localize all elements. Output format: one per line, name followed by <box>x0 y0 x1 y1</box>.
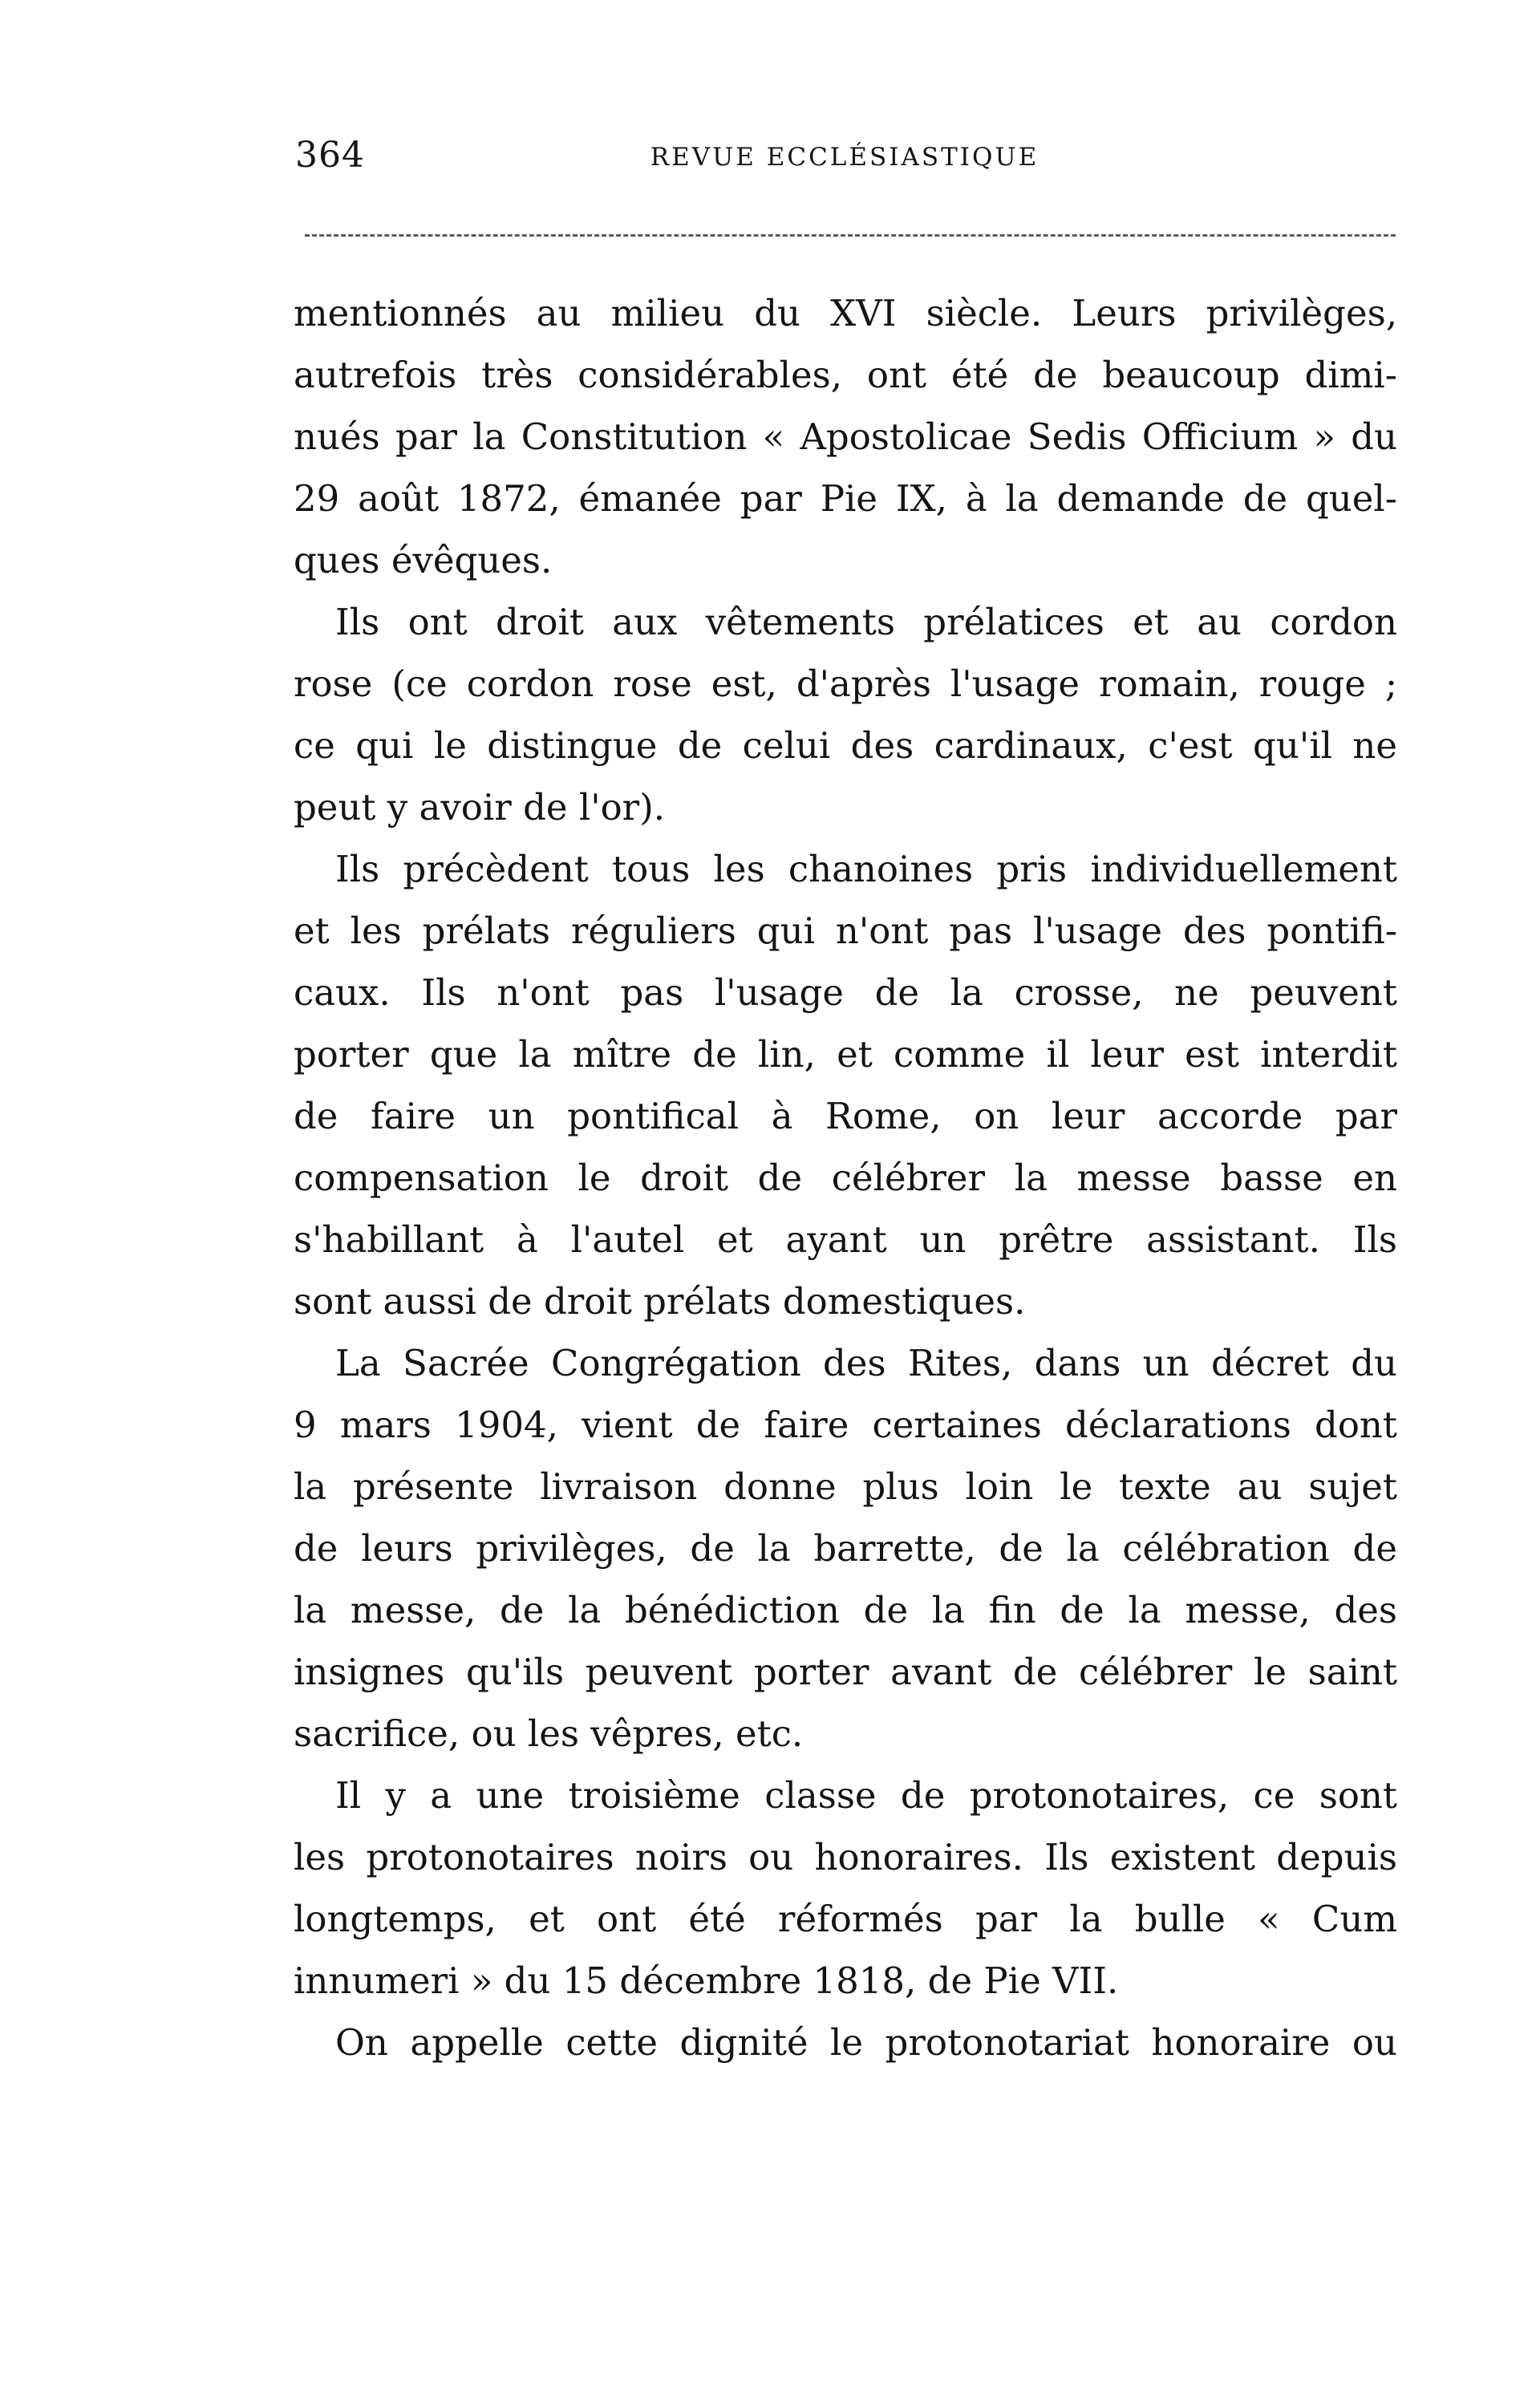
text-line: Ils ont droit aux vêtements prélatices et au cordon <box>335 601 1397 643</box>
text-line: s'habillant à l'autel et ayant un prêtre assistant. Ils <box>294 1218 1397 1261</box>
text-line: de faire un pontifical à Rome, on leur accorde par <box>294 1095 1397 1137</box>
text-line: mentionnés au milieu du XVI siècle. Leurs privilèges, <box>294 292 1397 334</box>
text-line: 29 août 1872, émanée par Pie IX, à la demande de quel- <box>294 477 1397 520</box>
text-line: les protonotaires noirs ou honoraires. Ils existent depuis <box>294 1836 1397 1878</box>
text-line: Il y a une troisième classe de protonotaires, ce sont <box>335 1774 1397 1817</box>
text-line: compensation le droit de célébrer la messe basse en <box>294 1157 1397 1199</box>
running-head <box>295 135 1394 191</box>
text-line: 9 mars 1904, vient de faire certaines déclarations dont <box>294 1404 1397 1446</box>
text-line: porter que la mître de lin, et comme il leur est interdit <box>294 1033 1397 1076</box>
header-rule <box>305 234 1396 237</box>
text-line: On appelle cette dignité le protonotariat honoraire ou <box>335 2021 1397 2064</box>
text-line: la présente livraison donne plus loin le texte au sujet <box>294 1465 1397 1508</box>
text-line: sont aussi de droit prélats domestiques. <box>294 1280 1026 1323</box>
text-line: peut y avoir de l'or). <box>294 786 666 829</box>
text-line: la messe, de la bénédiction de la fin de la messe, des <box>294 1589 1397 1631</box>
page-number: 364 <box>295 135 365 176</box>
text-line: de leurs privilèges, de la barrette, de la célébration de <box>294 1527 1397 1570</box>
text-line: Ils précèdent tous les chanoines pris individuellement <box>335 848 1397 890</box>
text-line: longtemps, et ont été réformés par la bulle « Cum <box>294 1898 1397 1940</box>
body-text <box>294 282 1397 2073</box>
journal-title: REVUE ECCLÉSIASTIQUE <box>650 143 1040 172</box>
text-line: rose (ce cordon rose est, d'après l'usage romain, rouge ; <box>294 663 1397 705</box>
text-line: caux. Ils n'ont pas l'usage de la crosse, ne peuvent <box>294 971 1397 1014</box>
text-line: autrefois très considérables, ont été de beaucoup dimi- <box>294 354 1397 396</box>
text-line: sacrifice, ou les vêpres, etc. <box>294 1712 804 1755</box>
text-line: ce qui le distingue de celui des cardinaux, c'est qu'il ne <box>294 724 1397 767</box>
text-line: et les prélats réguliers qui n'ont pas l'usage des pontifi- <box>294 910 1397 952</box>
text-line: insignes qu'ils peuvent porter avant de célébrer le saint <box>294 1651 1397 1693</box>
text-line: La Sacrée Congrégation des Rites, dans un décret du <box>335 1342 1397 1384</box>
text-line: nués par la Constitution « Apostolicae Sedis Officium » du <box>294 415 1397 458</box>
text-line: ques évêques. <box>294 539 553 582</box>
text-line: innumeri » du 15 décembre 1818, de Pie VII. <box>294 1959 1119 2002</box>
